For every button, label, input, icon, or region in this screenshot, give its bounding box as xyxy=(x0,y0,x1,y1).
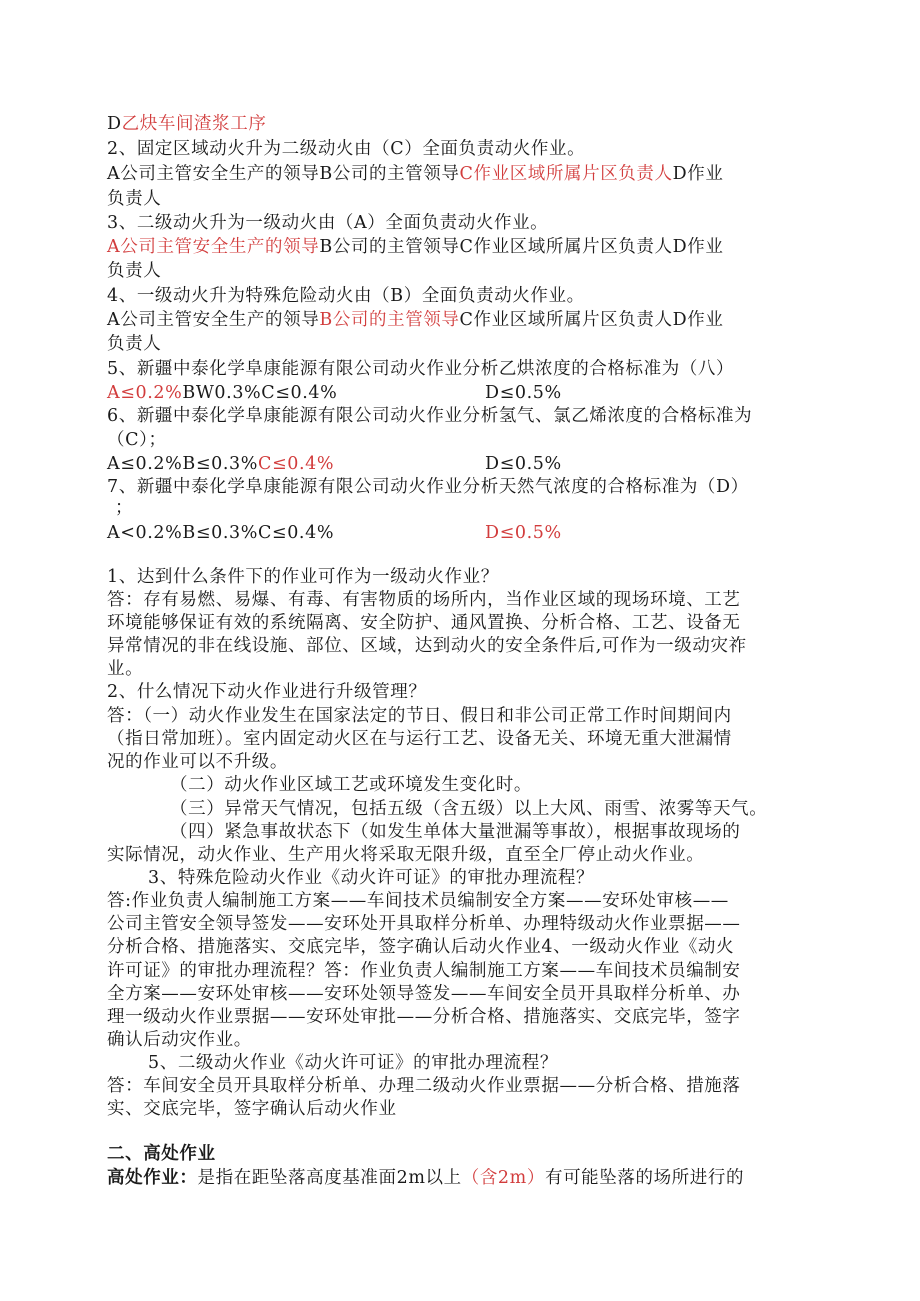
sa3-answer-line: 确认后动灾作业。 xyxy=(107,1030,252,1050)
sa2-item-2: （二）动火作业区域工艺或环境发生变化时。 xyxy=(170,775,532,795)
sa3-answer-line: 许可证》的审批办理流程？答：作业负责人编制施工方案——车间技术员编制安 xyxy=(107,961,741,981)
sa2-answer-line: 答：（一）动火作业发生在国家法定的节日、假日和非公司正常工作时间期间内 xyxy=(107,706,732,726)
q6-options: A≤0.2%B≤0.3%C≤0.4% xyxy=(107,454,335,474)
q5-correct-option: A≤0.2% xyxy=(107,383,183,403)
q4-question: 4、一级动火升为特殊危险动火由（B）全面负责动火作业。 xyxy=(107,286,585,306)
q3-options-cont: 负责人 xyxy=(107,261,162,281)
sa2-question: 2、什么情况下动火作业进行升级管理？ xyxy=(107,682,427,702)
sa1-answer-line: 答：存有易燃、易爆、有毒、有害物质的场所内，当作业区域的现场环境、工艺 xyxy=(107,590,741,610)
q3-question: 3、二级动火升为一级动火由（A）全面负责动火作业。 xyxy=(107,213,549,233)
q7-question: 7、新疆中泰化学阜康能源有限公司动火作业分析天然气浓度的合格标准为（D） xyxy=(107,477,749,497)
q6-option-d: D≤0.5% xyxy=(485,454,562,474)
sa1-answer-line: 异常情况的非在线设施、部位、区域，达到动火的安全条件后,可作为一级动灾祚 xyxy=(107,636,747,656)
section-heading: 二、高处作业 xyxy=(107,1144,216,1164)
sa2-answer-line: 况的作业可以不升级。 xyxy=(107,752,288,772)
q2-question: 2、固定区域动火升为二级动火由（C）全面负责动火作业。 xyxy=(107,139,586,159)
sa2-item-3: （三）异常天气情况，包括五级（含五级）以上大风、雨雪、浓雾等天气。 xyxy=(170,799,768,819)
sa3-answer-line: 理一级动火作业票据——安环处审批——分析合格、措施落实、交底完毕，签字 xyxy=(107,1007,741,1027)
sa3-answer-line: 答:作业负责人编制施工方案——车间技术员编制安全方案——安环处审核—— xyxy=(107,891,729,911)
q-prev-answer: 乙炔车间渣浆工序 xyxy=(121,114,267,134)
q5-options: A≤0.2%BW0.3%C≤0.4% xyxy=(107,383,338,403)
section-definition: 高处作业：是指在距坠落高度基准面2m以上（含2m）有可能坠落的场所进行的 xyxy=(107,1168,745,1188)
q7-question-cont: ； xyxy=(115,498,134,518)
highlight-text: （含2m） xyxy=(461,1168,545,1188)
q6-correct-option: C≤0.4% xyxy=(257,454,335,474)
q6-question-cont: （C）； xyxy=(107,430,167,450)
sa1-answer-line: 业。 xyxy=(107,659,144,679)
sa3-answer-line: 分析合格、措施落实、交底完毕，签字确认后动火作业4、一级动火作业《动火 xyxy=(107,937,735,957)
q3-options: A公司主管安全生产的领导B公司的主管领导C作业区域所属片区负责人D作业 xyxy=(107,237,724,257)
sa1-answer-line: 环境能够保证有效的系统隔离、安全防护、通风置换、分析合格、工艺、设备无 xyxy=(107,613,741,633)
q3-correct-option: A公司主管安全生产的领导 xyxy=(107,237,320,257)
q6-question: 6、新疆中泰化学阜康能源有限公司动火作业分析氢气、氯乙烯浓度的合格标准为 xyxy=(107,406,753,426)
sa2-item-4: （四）紧急事故状态下（如发生单体大量泄漏等事故），根据事故现场的 xyxy=(170,822,741,842)
q2-options: A公司主管安全生产的领导B公司的主管领导C作业区域所属片区负责人D作业 xyxy=(107,164,724,184)
q5-question: 5、新疆中泰化学阜康能源有限公司动火作业分析乙烘浓度的合格标准为（八） xyxy=(107,359,735,379)
q4-options: A公司主管安全生产的领导B公司的主管领导C作业区域所属片区负责人D作业 xyxy=(107,310,724,330)
q-prev-option-d: D乙炔车间渣浆工序 xyxy=(107,114,267,134)
sa5-question: 5、二级动火作业《动火许可证》的审批办理流程？ xyxy=(148,1053,558,1073)
sa3-answer-line: 公司主管安全领导签发——安环处开具取样分析单、办理特级动火作业票据—— xyxy=(107,914,741,934)
sa2-item-4-cont: 实际情况，动火作业、生产用火将采取无限升级，直至全厂停止动火作业。 xyxy=(107,845,705,865)
sa2-answer-line: （指日常加班）。室内固定动火区在与运行工艺、设备无关、环境无重大泄漏情 xyxy=(107,729,732,749)
sa3-answer-line: 全方案——安环处审核——安环处领导签发——车间安全员开具取样分析单、办 xyxy=(107,984,741,1004)
q4-options-cont: 负责人 xyxy=(107,334,162,354)
sa3-question: 3、特殊危险动火作业《动火许可证》的审批办理流程？ xyxy=(148,868,595,888)
q2-options-cont: 负责人 xyxy=(107,189,162,209)
q7-options: A<0.2%B≤0.3%C≤0.4% xyxy=(107,523,335,543)
q5-option-d: D≤0.5% xyxy=(485,383,562,403)
q2-correct-option: C作业区域所属片区负责人 xyxy=(459,164,673,184)
sa5-answer-line: 答：车间安全员开具取样分析单、办理二级动火作业票据——分析合格、措施落 xyxy=(107,1076,741,1096)
q7-correct-option: D≤0.5% xyxy=(485,523,562,543)
q4-correct-option: B公司的主管领导 xyxy=(319,310,460,330)
term-label: 高处作业： xyxy=(107,1168,198,1188)
sa5-answer-line: 实、交底完毕，签字确认后动火作业 xyxy=(107,1099,397,1119)
sa1-question: 1、达到什么条件下的作业可作为一级动火作业？ xyxy=(107,567,499,587)
